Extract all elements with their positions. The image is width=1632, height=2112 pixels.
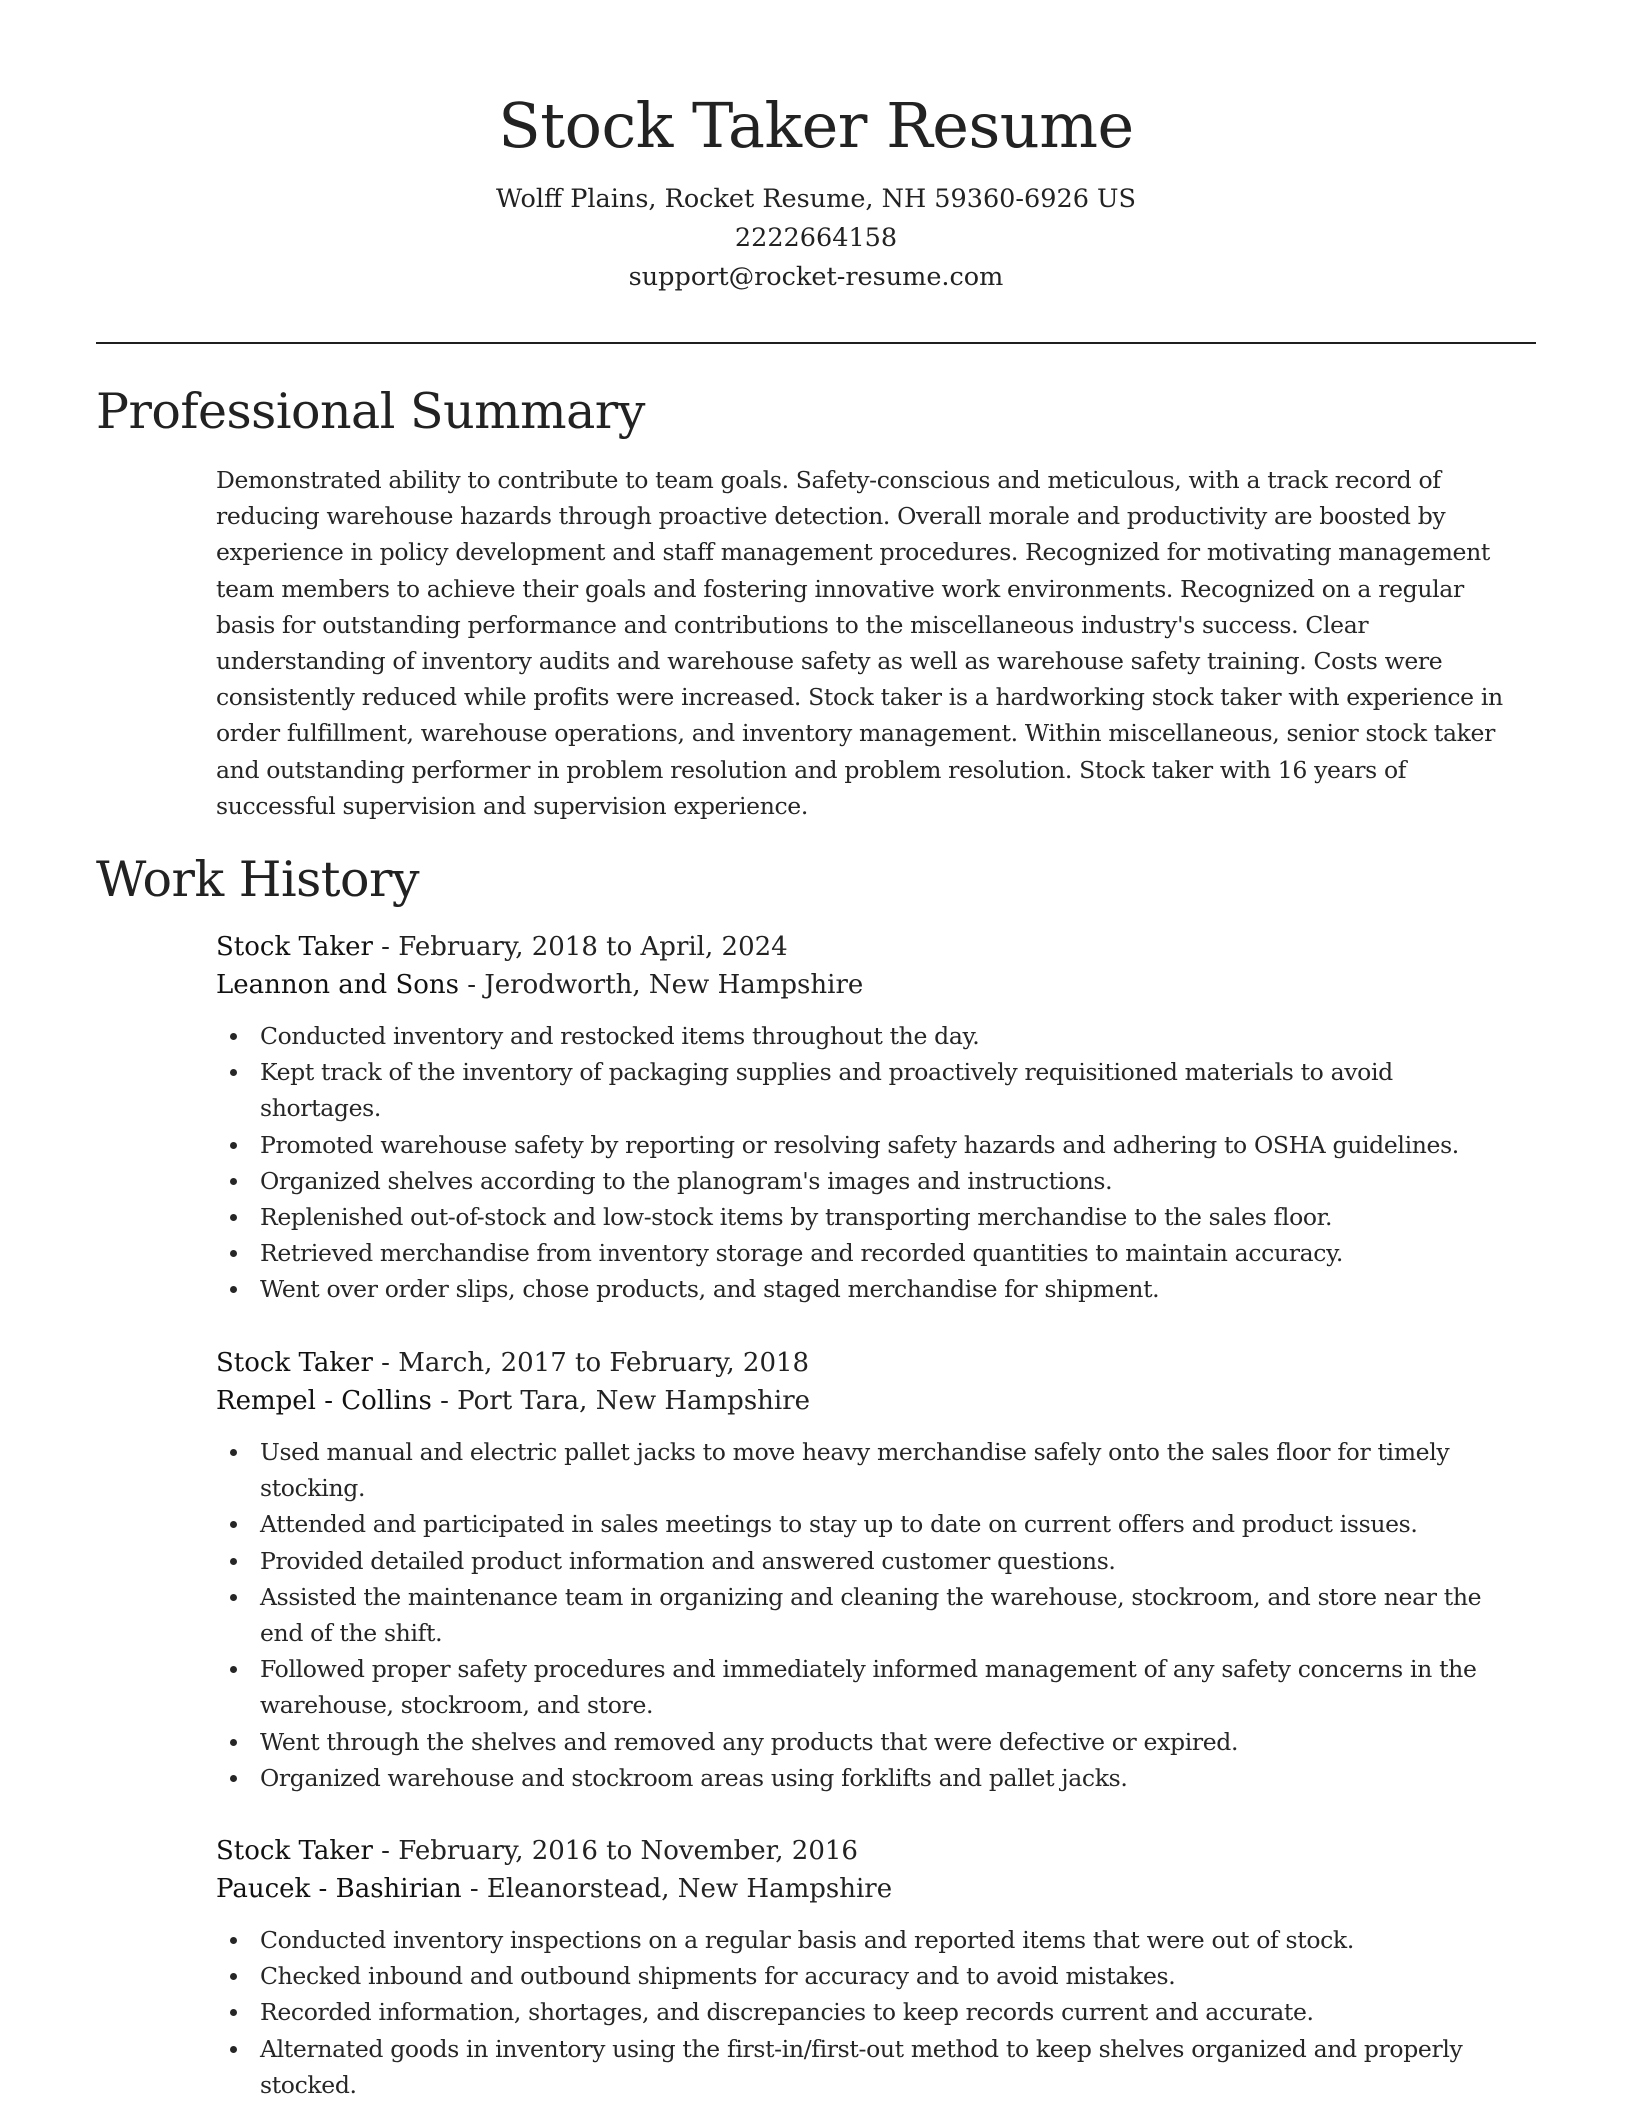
list-item (216, 1018, 1544, 1054)
bullet-icon (230, 1594, 237, 1601)
job-company: Leannon and Sons (216, 970, 460, 1000)
job-position: Stock Taker (216, 932, 373, 962)
job-company: Paucek - Bashirian (216, 1874, 462, 1904)
job-location: - Port Tara, New Hampshire (431, 1386, 811, 1416)
job-position: Stock Taker (216, 1836, 373, 1866)
job-bullet-list (216, 1922, 1544, 2103)
contact-address: Wolff Plains, Rocket Resume, NH 59360-6926 US (496, 184, 1136, 214)
list-item (216, 1434, 1544, 1506)
bullet-icon (230, 2009, 237, 2016)
bullet-icon (230, 2046, 237, 2053)
bullet-icon (230, 1178, 237, 1185)
bullet-icon (230, 1558, 237, 1565)
list-item (216, 1271, 1544, 1307)
bullet-icon (230, 1666, 237, 1673)
list-item (216, 1054, 1544, 1126)
list-item (216, 1922, 1544, 1958)
header-divider (96, 342, 1536, 344)
bullet-text: Conducted inventory inspections on a regular basis and reported items that were out of stock. (260, 1926, 1354, 1954)
job-entry (216, 1344, 1544, 1796)
job-bullet-list (216, 1434, 1544, 1796)
bullet-text: Promoted warehouse safety by reporting or resolving safety hazards and adhering to OSHA guidelines. (260, 1130, 1459, 1159)
job-dates: - March, 2017 to February, 2018 (372, 1348, 810, 1378)
summary-line: basis for outstanding performance and contributions to the miscellaneous industry's success. Clear (216, 610, 1369, 639)
contact-phone: 2222664158 (734, 223, 898, 253)
job-company-line (216, 1870, 1544, 1908)
job-title-line (216, 928, 1544, 966)
list-item (216, 1579, 1544, 1651)
bullet-icon (230, 1739, 237, 1746)
bullet-text: stocking. (260, 1474, 366, 1503)
bullet-text: Went over order slips, chose products, and staged merchandise for shipment. (260, 1275, 1160, 1304)
job-entry (216, 1832, 1544, 2103)
summary-line: and outstanding performer in problem resolution and problem resolution. Stock taker with 16 years of (216, 755, 1407, 784)
summary-line: understanding of inventory audits and warehouse safety as well as warehouse safety training. Costs were (216, 647, 1443, 676)
list-item (216, 1199, 1544, 1235)
job-dates: - February, 2016 to November, 2016 (372, 1836, 858, 1866)
bullet-icon (230, 1069, 237, 1076)
job-company-line (216, 966, 1544, 1004)
contact-info (0, 180, 1632, 297)
bullet-text: Assisted the maintenance team in organizing and cleaning the warehouse, stockroom, and store near the (260, 1582, 1482, 1611)
list-item (216, 1760, 1544, 1796)
summary-text (216, 462, 1544, 824)
bullet-icon (230, 1286, 237, 1293)
bullet-icon (230, 1142, 237, 1149)
contact-email: support@rocket-resume.com (628, 262, 1004, 292)
job-company-line (216, 1382, 1544, 1420)
bullet-icon (230, 1449, 237, 1456)
job-position: Stock Taker (216, 1348, 373, 1378)
summary-line: experience in policy development and staff management procedures. Recognized for motivating management (216, 538, 1490, 567)
summary-line: consistently reduced while profits were increased. Stock taker is a hardworking stock taker with experience in (216, 683, 1503, 712)
summary-line: Demonstrated ability to contribute to team goals. Safety-conscious and meticulous, with a track record of (216, 466, 1441, 494)
job-location: - Jerodworth, New Hampshire (459, 970, 864, 1000)
list-item (216, 1235, 1544, 1271)
bullet-icon (230, 1775, 237, 1782)
bullet-icon (230, 1033, 237, 1040)
list-item (216, 1127, 1544, 1163)
job-title-line (216, 1344, 1544, 1382)
job-title-line (216, 1832, 1544, 1870)
summary-line: team members to achieve their goals and fostering innovative work environments. Recognized on a regular (216, 574, 1464, 603)
job-location: - Eleanorstead, New Hampshire (461, 1874, 893, 1904)
bullet-text: Conducted inventory and restocked items throughout the day. (260, 1022, 980, 1050)
list-item (216, 1724, 1544, 1760)
bullet-icon (230, 1250, 237, 1257)
list-item (216, 1651, 1544, 1723)
summary-heading: Professional Summary (96, 383, 645, 440)
bullet-text: Kept track of the inventory of packaging supplies and proactively requisitioned materials to avoid (260, 1058, 1393, 1087)
work-history-heading: Work History (96, 851, 420, 908)
bullet-text: Provided detailed product information and answered customer questions. (260, 1546, 1116, 1575)
list-item (216, 1543, 1544, 1579)
bullet-text: Alternated goods in inventory using the first-in/first-out method to keep shelves organized and properly (260, 2034, 1463, 2063)
job-company: Rempel - Collins (216, 1386, 432, 1416)
bullet-text: end of the shift. (260, 1619, 443, 1648)
bullet-text: Used manual and electric pallet jacks to move heavy merchandise safely onto the sales floor for timely (260, 1438, 1450, 1466)
bullet-text: Replenished out-of-stock and low-stock items by transporting merchandise to the sales floor. (260, 1203, 1333, 1232)
resume-header (0, 0, 1632, 297)
list-item (216, 2031, 1544, 2103)
bullet-icon (230, 1521, 237, 1528)
bullet-text: Organized warehouse and stockroom areas using forklifts and pallet jacks. (260, 1763, 1128, 1792)
list-item (216, 1163, 1544, 1199)
bullet-text: warehouse, stockroom, and store. (260, 1691, 654, 1720)
job-bullet-list (216, 1018, 1544, 1308)
bullet-icon (230, 1973, 237, 1980)
bullet-text: Checked inbound and outbound shipments for accuracy and to avoid mistakes. (260, 1962, 1176, 1991)
bullet-text: Recorded information, shortages, and discrepancies to keep records current and accurate. (260, 1998, 1314, 2027)
list-item (216, 1994, 1544, 2030)
bullet-text: Organized shelves according to the planogram's images and instructions. (260, 1166, 1113, 1195)
bullet-text: Went through the shelves and removed any products that were defective or expired. (260, 1727, 1239, 1756)
job-dates: - February, 2018 to April, 2024 (372, 932, 788, 962)
resume-title: Stock Taker Resume (498, 89, 1134, 162)
bullet-text: stocked. (260, 2070, 357, 2099)
bullet-icon (230, 1214, 237, 1221)
job-entry (216, 928, 1544, 1308)
bullet-text: Retrieved merchandise from inventory storage and recorded quantities to maintain accuracy. (260, 1239, 1344, 1268)
summary-line: order fulfillment, warehouse operations, and inventory management. Within miscellaneous, senior stock taker (216, 719, 1495, 748)
bullet-icon (230, 1937, 237, 1944)
list-item (216, 1506, 1544, 1542)
bullet-text: Followed proper safety procedures and immediately informed management of any safety concerns in the (260, 1655, 1477, 1684)
summary-line: reducing warehouse hazards through proactive detection. Overall morale and productivity are boosted by (216, 502, 1446, 531)
list-item (216, 1958, 1544, 1994)
bullet-text: Attended and participated in sales meetings to stay up to date on current offers and product issues. (260, 1510, 1418, 1539)
summary-line: successful supervision and supervision experience. (216, 791, 808, 820)
bullet-text: shortages. (260, 1094, 382, 1123)
